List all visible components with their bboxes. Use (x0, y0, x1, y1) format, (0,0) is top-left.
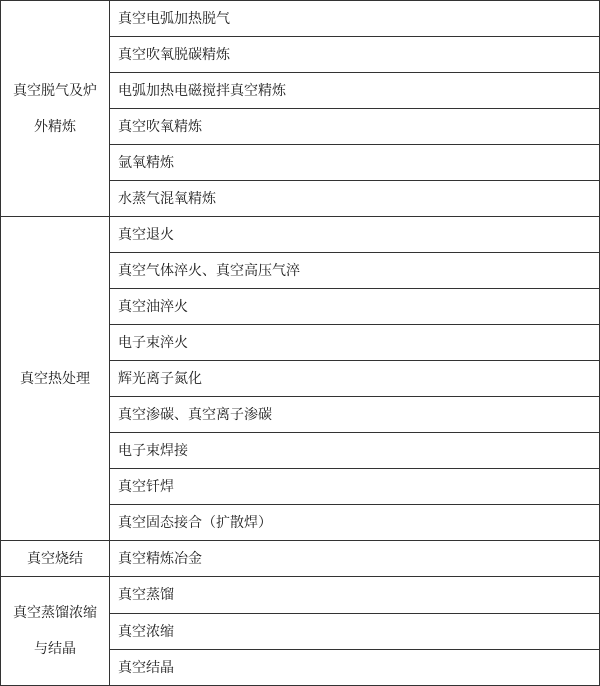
table-row (1, 577, 600, 614)
item-cell: 氩氧精炼 (110, 145, 600, 181)
item-cell: 电子束焊接 (110, 433, 600, 469)
category-label: 真空烧结 (27, 550, 83, 567)
item-cell: 真空渗碳、真空离子渗碳 (110, 397, 600, 433)
category-cell (1, 1, 110, 217)
item-cell: 真空固态接合（扩散焊） (110, 505, 600, 541)
table-row (1, 541, 600, 577)
category-cell (1, 217, 110, 541)
item-cell: 真空浓缩 (110, 614, 600, 650)
category-cell (1, 577, 110, 686)
category-label: 真空脱气及炉 (13, 82, 97, 99)
category-label: 外精炼 (34, 118, 76, 135)
item-cell: 真空钎焊 (110, 469, 600, 505)
item-cell: 电子束淬火 (110, 325, 600, 361)
item-cell: 真空蒸馏 (110, 577, 600, 614)
item-cell: 真空精炼冶金 (110, 541, 600, 577)
item-cell: 真空退火 (110, 217, 600, 253)
category-label: 与结晶 (34, 641, 76, 657)
item-cell: 真空吹氧脱碳精炼 (110, 37, 600, 73)
item-cell: 电弧加热电磁搅拌真空精炼 (110, 73, 600, 109)
item-cell: 真空油淬火 (110, 289, 600, 325)
item-cell: 真空吹氧精炼 (110, 109, 600, 145)
item-cell: 真空结晶 (110, 650, 600, 686)
category-cell (1, 541, 110, 577)
item-cell: 辉光离子氮化 (110, 361, 600, 397)
category-label: 真空热处理 (20, 370, 90, 387)
item-cell: 水蒸气混氧精炼 (110, 181, 600, 217)
table-row (1, 1, 600, 37)
table-row (1, 217, 600, 253)
category-label: 真空蒸馏浓缩 (13, 605, 97, 621)
item-cell: 真空电弧加热脱气 (110, 1, 600, 37)
item-cell: 真空气体淬火、真空高压气淬 (110, 253, 600, 289)
